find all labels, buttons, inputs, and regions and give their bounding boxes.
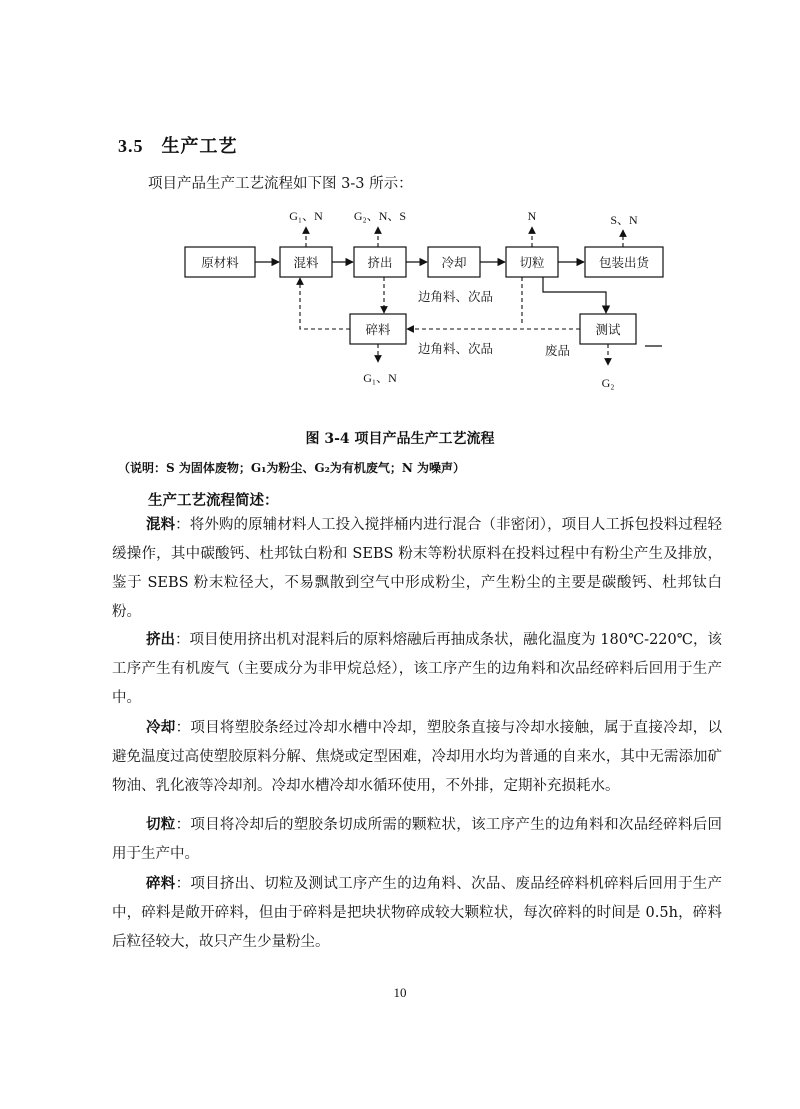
box-pack: [585, 247, 663, 277]
process-flow-diagram: [0, 200, 800, 400]
emission-label-mix: G₁、N: [289, 209, 323, 223]
paragraph-term: 挤出: [146, 631, 176, 648]
section-heading: [118, 132, 238, 158]
box-raw-label: 原材料: [201, 255, 239, 270]
paragraph-term: 冷却: [146, 719, 176, 736]
paragraph-extrusion: [112, 625, 722, 713]
paragraph-text: ：将外购的原辅材料人工投入搅拌桶内进行混合（非密闭），项目人工拆包投料过程轻缓操作，其中碳酸钙、杜邦钛白粉和 SEBS 粉末等粉状原料在投料过程中有粉尘产生及排放，鉴于 SEBS 粉末粒径大，不易飘散到空气中形成粉尘，产生粉尘的主要是碳酸钙、杜邦钛白粉。: [112, 517, 723, 620]
figure-note: （说明：S 为固体废物；G₁为粉尘、G₂为有机废气；N 为噪声）: [118, 461, 466, 475]
edge-label-scrap-top: 边角料、次品: [418, 289, 494, 304]
box-cut-label: 切粒: [519, 255, 545, 270]
arrow-cut-test: [543, 277, 606, 313]
emission-label-cut: N: [527, 209, 537, 223]
box-pack-label: 包装出货: [598, 255, 650, 270]
intro-text: 项目产品生产工艺流程如下图 3-3 所示：: [148, 176, 413, 192]
box-test-label: 测试: [595, 322, 621, 337]
paragraph-term: 碎料: [146, 875, 176, 892]
emission-label-crush: G₁、N: [363, 371, 397, 385]
paragraph-text: ：项目使用挤出机对混料后的原料熔融后再抽成条状，融化温度为 180℃-220℃，该工序产生有机废气（主要成分为非甲烷总烃），该工序产生的边角料和次品经碎料后回用于生产中。: [112, 632, 722, 706]
emission-label-extrude: G₂、N、S: [353, 209, 407, 223]
paragraph-cooling: [112, 713, 722, 801]
emission-label-pack: S、N: [610, 213, 638, 227]
paragraph-text: ：项目将冷却后的塑胶条切成所需的颗粒状，该工序产生的边角料和次品经碎料后回用于生产中。: [112, 817, 723, 862]
section-title: 生产工艺: [161, 136, 238, 157]
paragraph-term: 混料: [146, 516, 176, 533]
box-cool-label: 冷却: [441, 255, 467, 270]
edge-label-waste: 废品: [545, 343, 571, 358]
paragraph-mixing: [112, 510, 722, 627]
figure-caption: 图 3-4 项目产品生产工艺流程: [305, 431, 495, 447]
emission-label-test: G₂: [601, 376, 615, 390]
box-mix-label: 混料: [293, 255, 319, 270]
box-cut: [506, 247, 558, 277]
box-test: [580, 314, 636, 344]
box-extrude: [354, 247, 406, 277]
paragraph-crushing: [112, 869, 722, 957]
recycle-arrow-crush-mix: [300, 278, 350, 329]
box-cool: [428, 247, 480, 277]
paragraph-term: 切粒: [146, 816, 176, 833]
process-description-heading: 生产工艺流程简述：: [148, 492, 279, 509]
page-number: 10: [393, 985, 407, 1000]
box-raw: [185, 247, 255, 277]
paragraph-text: ：项目将塑胶条经过冷却水槽中冷却，塑胶条直接与冷却水接触，属于直接冷却，以避免温度过高使塑胶原料分解、焦烧或定型困难，冷却用水均为普通的自来水，其中无需添加矿物油、乳化液等冷却剂。冷却水槽冷却水循环使用，不外排，定期补充损耗水。: [112, 720, 723, 794]
paragraph-text: ：项目挤出、切粒及测试工序产生的边角料、次品、废品经碎料机碎料后回用于生产中，碎料是敞开碎料，但由于碎料是把块状物碎成较大颗粒状，每次碎料的时间是 0.5h，碎料后粒径较大，故只产生少量粉尘。: [112, 876, 723, 950]
box-mix: [280, 247, 332, 277]
box-crush: [350, 314, 406, 344]
box-crush-label: 碎料: [365, 322, 391, 337]
section-number: 3.5: [118, 136, 144, 156]
edge-label-scrap-bottom: 边角料、次品: [418, 341, 494, 356]
box-extrude-label: 挤出: [367, 255, 393, 270]
paragraph-pelletizing: [112, 810, 722, 869]
